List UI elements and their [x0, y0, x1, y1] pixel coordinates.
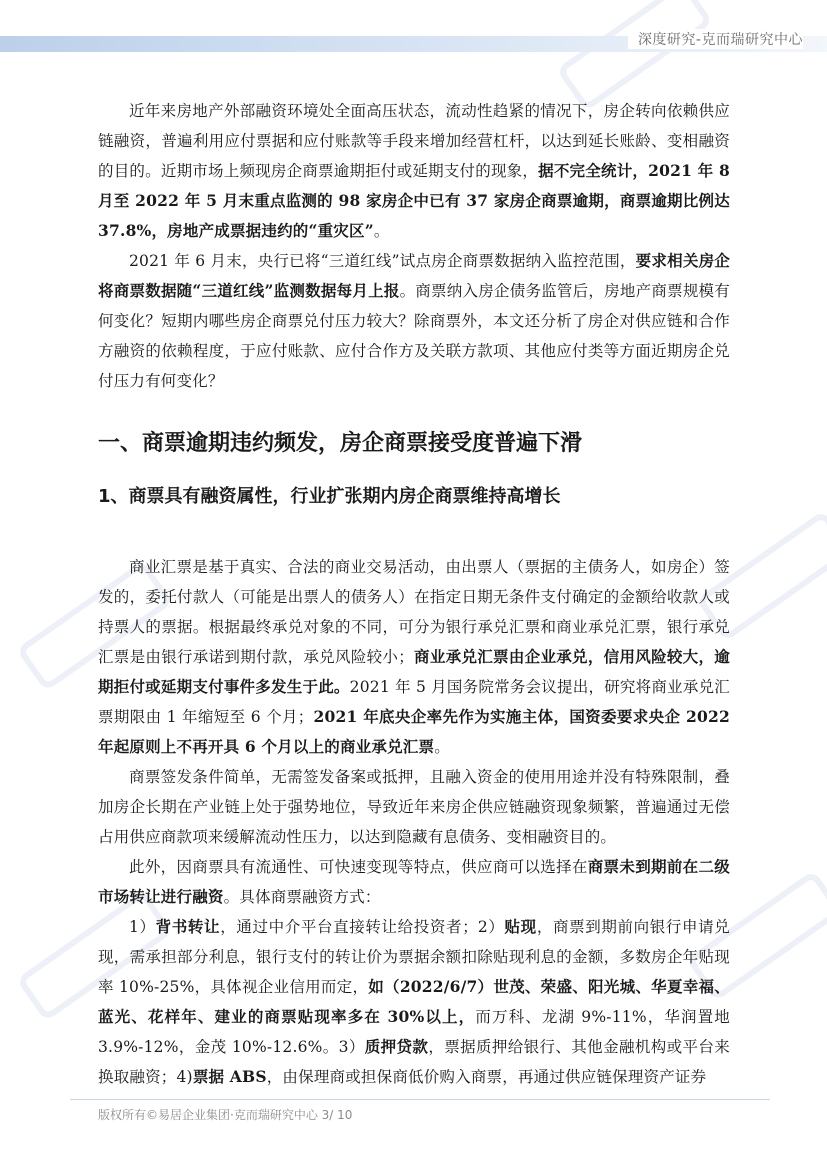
bold-text-run: 要求相关房企将商票数据随“三道红线”监测数据每月上报 [98, 251, 731, 300]
bold-text-run: 贴现 [504, 917, 537, 936]
footer-copyright: 版权所有©易居企业集团·克而瑞研究中心 3/ 10 [98, 1108, 353, 1122]
bold-text-run: 背书转让 [155, 917, 221, 936]
bold-text-run: 商票未到期前在二级市场转让进行融资 [98, 857, 730, 906]
text-run: ，由保理商或担保商低价购入商票，再通过供应链保理资产证券 [266, 1068, 707, 1086]
header-title: 深度研究-克而瑞研究中心 [628, 29, 803, 49]
subsection-heading: 1、商票具有融资属性，行业扩张期内房企商票维持高增长 [98, 486, 561, 507]
text-run: 近年来房地产外部融资环境处全面高压状态，流动性趋紧的情况下，房企转向依赖供应链融资，普遍利用应付票据和应付账款等手段来增加经营杠杆，以达到延长账龄、变相融资的目的。近期市场上频现房企商票逾期拒付或延期支付的现象， [98, 102, 730, 180]
bold-text-run: 质押贷款 [364, 1037, 429, 1056]
text-run: 。商票纳入房企债务监管后，房地产商票规模有何变化？短期内哪些房企商票兑付压力较大？除商票外，本文还分析了房企对供应链和合作方融资的依赖程度，于应付账款、应付合作方及关联方款项、其他应付类等方面近期房企兑付压力有何变化？ [98, 282, 730, 390]
body-paragraph-4 [98, 912, 730, 1092]
text-run: 。 [434, 738, 450, 756]
text-run: 1） [129, 918, 156, 936]
text-run: 商票签发条件简单，无需签发备案或抵押，且融入资金的使用用途并没有特殊限制，叠加房企长期在产业链上处于强势地位，导致近年来房企供应链融资现象频繁，普遍通过无偿占用供应商款项来缓解流动性压力，以达到隐藏有息债务、变相融资目的。 [98, 768, 730, 846]
bold-text-run: 如（2022/6/7）世茂、荣盛、阳光城、华夏幸福、蓝光、花样年、建业的商票贴现率多在 30%以上， [98, 977, 730, 1026]
body-paragraph-2 [98, 762, 730, 852]
bold-text-run: 2021 年底央企率先作为实施主体，国资委要求央企 2022 年起原则上不再开具 6 个月以上的商业承兑汇票 [98, 707, 730, 756]
intro-paragraph-2 [98, 246, 730, 396]
document-body [98, 96, 730, 1092]
text-run: ，商票到期前向银行申请兑现，需承担部分利息，银行支付的转让价为票据余额扣除贴现利息的金额，多数房企年贴现率 10%-25%，具体视企业信用而定， [98, 918, 731, 996]
text-run: 2021 年 6 月末，央行已将“三道红线”试点房企商票数据纳入监控范围， [129, 252, 636, 270]
text-run: 。 [373, 222, 390, 240]
intro-paragraph-1 [98, 96, 730, 246]
section-heading: 一、商票逾期违约频发，房企商票接受度普遍下滑 [98, 431, 583, 456]
bold-text-run: 商业承兑汇票由企业承兑，信用风险较大，逾期拒付或延期支付事件多发生于此。 [98, 647, 730, 696]
bold-text-run: 票据 ABS [192, 1067, 267, 1086]
text-run: 。具体商票融资方式： [223, 888, 381, 906]
text-run: 而万科、龙湖 9%-11%，华润置地 3.9%-12%，金茂 10%-12.6%。3） [98, 1008, 730, 1056]
text-run: ，通过中介平台直接转让给投资者；2） [220, 918, 505, 936]
text-run: 此外，因商票具有流通性、可快速变现等特点，供应商可以选择在 [129, 858, 588, 876]
text-run: 商业汇票是基于真实、合法的商业交易活动，由出票人（票据的主债务人，如房企）签发的，委托付款人（可能是出票人的债务人）在指定日期无条件支付确定的金额给收款人或持票人的票据。根据最终承兑对象的不同，可分为银行承兑汇票和商业承兑汇票，银行承兑汇票是由银行承诺到期付款，承兑风险较小； [98, 558, 730, 666]
bold-text-run: 据不完全统计，2021 年 8 月至 2022 年 5 月末重点监测的 98 家房企中已有 37 家房企商票逾期，商票逾期比例达 37.8%，房地产成票据违约的“重灾区” [98, 161, 731, 240]
footer-divider [70, 1099, 770, 1100]
text-run: 2021 年 5 月国务院常务会议提出，研究将商业承兑汇票期限由 1 年缩短至 6 个月； [98, 678, 730, 726]
text-run: ，票据质押给银行、其他金融机构或平台来换取融资；4) [98, 1038, 730, 1086]
body-paragraph-1 [98, 552, 730, 762]
body-paragraph-3 [98, 852, 730, 912]
